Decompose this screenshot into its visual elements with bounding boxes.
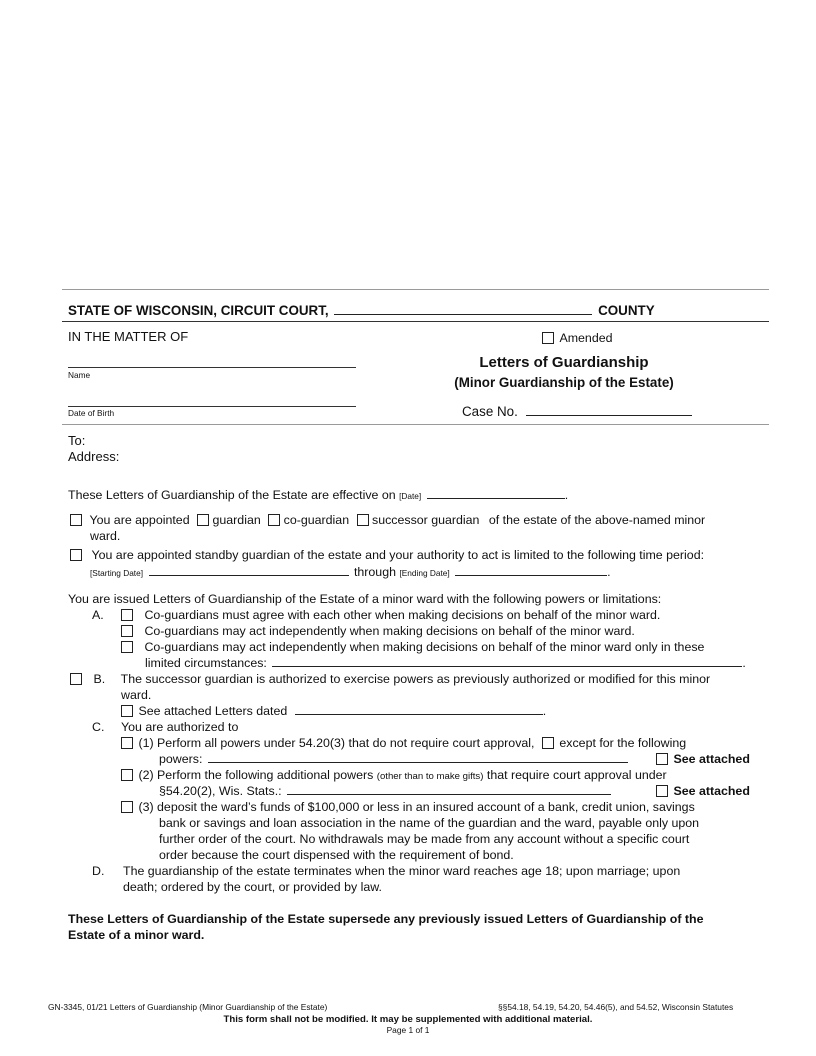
start-date-field[interactable] — [149, 565, 349, 576]
powers-intro: You are issued Letters of Guardianship of the Estate of a minor ward with the following powers or limitations: — [68, 592, 662, 606]
a3-text: Co-guardians may act independently when making decisions on behalf of the minor ward only in these — [144, 640, 705, 654]
court-suffix: COUNTY — [598, 303, 655, 318]
footer-right: §§54.18, 54.19, 54.20, 54.46(5), and 54.52, Wisconsin Statutes — [498, 1002, 734, 1012]
standby-row — [70, 548, 704, 562]
footer-notice: This form shall not be modified. It may be supplemented with additional material. — [223, 1014, 593, 1025]
through-label: through — [353, 565, 396, 579]
form-title: Letters of Guardianship — [479, 354, 649, 371]
a1-row — [121, 608, 660, 622]
a2-checkbox[interactable] — [121, 625, 133, 637]
name-label: Name — [68, 370, 91, 380]
court-prefix: STATE OF WISCONSIN, CIRCUIT COURT, — [68, 303, 329, 318]
b-wrap: ward. — [121, 688, 152, 702]
standby-end: . — [607, 565, 611, 579]
dob-label: Date of Birth — [68, 408, 115, 418]
effective-end: . — [564, 488, 569, 502]
county-field[interactable] — [334, 304, 592, 315]
case-no-field[interactable] — [526, 405, 692, 416]
b-row — [70, 672, 710, 686]
b-attached-row: See attached Letters dated . — [121, 704, 546, 718]
c2-powers-field[interactable] — [287, 784, 611, 795]
successor-guardian-checkbox[interactable] — [357, 514, 369, 526]
to-label: To: — [68, 433, 86, 448]
c2-statute-row — [159, 784, 611, 798]
header-bottom-rule — [62, 424, 769, 425]
co-guardian-checkbox[interactable] — [268, 514, 280, 526]
c1-text: (1) Perform all powers under 54.20(3) that do not require court approval, — [138, 736, 535, 750]
a3-wrap-row: limited circumstances: . — [145, 656, 746, 670]
effective-text: These Letters of Guardianship of the Estate are effective on — [68, 488, 396, 502]
c1-powers-field[interactable] — [208, 752, 628, 763]
footer-page: Page 1 of 1 — [386, 1025, 430, 1035]
appointed-checkbox[interactable] — [70, 514, 82, 526]
c3-line-4: order because the court dispensed with the requirement of bond. — [159, 848, 514, 862]
header-rule — [62, 321, 769, 322]
guardian-label: guardian — [212, 513, 261, 527]
c3-line-3: further order of the court. No withdrawals may be made from any account without a specific court — [159, 832, 690, 846]
top-rule — [62, 289, 769, 290]
a2-text: Co-guardians may act independently when making decisions on behalf of the minor ward. — [144, 624, 635, 638]
c2-wrap: §54.20(2), Wis. Stats.: — [159, 784, 282, 798]
c1-powers-row — [159, 752, 628, 766]
c1-see-attached: See attached — [673, 752, 750, 766]
court-line — [68, 303, 655, 318]
case-no-row — [462, 404, 692, 419]
start-date-hint: [Starting Date] — [90, 568, 144, 578]
successor-guardian-label: successor guardian — [372, 513, 480, 527]
name-field[interactable] — [68, 367, 356, 368]
c-text: You are authorized to — [121, 720, 239, 734]
amended-checkbox[interactable] — [542, 332, 554, 344]
c3-checkbox[interactable] — [121, 801, 133, 813]
c2-checkbox[interactable] — [121, 769, 133, 781]
co-guardian-label: co-guardian — [283, 513, 350, 527]
c2-small: (other than to make gifts) — [376, 771, 484, 782]
c3-row — [121, 800, 695, 814]
b-attached-text: See attached Letters dated — [138, 704, 288, 718]
amended-row — [542, 331, 613, 345]
standby-period-row — [90, 565, 611, 579]
c2-text-b: that require court approval under — [486, 768, 667, 782]
c1-see-attached-checkbox[interactable] — [656, 753, 668, 765]
a3-checkbox[interactable] — [121, 641, 133, 653]
appointed-text: You are appointed — [89, 513, 190, 527]
a3-row — [121, 640, 704, 654]
address-label: Address: — [68, 449, 120, 464]
section-a-label: A. — [92, 608, 104, 622]
effective-date-field[interactable] — [427, 488, 565, 499]
c2-text: (2) Perform the following additional powers — [138, 768, 374, 782]
c2-row — [121, 768, 667, 782]
c2-see-attached-checkbox[interactable] — [656, 785, 668, 797]
section-c-label: C. — [92, 720, 105, 734]
appointed-tail: of the estate of the above-named minor — [488, 513, 706, 527]
c1-wrap: powers: — [159, 752, 203, 766]
supersede-line-1: These Letters of Guardianship of the Estate supersede any previously issued Letters of Guardianship of the — [68, 912, 704, 926]
standby-text: You are appointed standby guardian of the estate and your authority to act is limited to the following time period: — [91, 548, 705, 562]
b-attached-checkbox[interactable] — [121, 705, 133, 717]
dob-field[interactable] — [68, 406, 356, 407]
form-subtitle: (Minor Guardianship of the Estate) — [454, 375, 674, 390]
standby-checkbox[interactable] — [70, 549, 82, 561]
d-line-1: The guardianship of the estate terminates when the minor ward reaches age 18; upon marriage; upon — [123, 864, 681, 878]
supersede-line-2: Estate of a minor ward. — [68, 928, 205, 942]
a1-checkbox[interactable] — [121, 609, 133, 621]
end-date-field[interactable] — [455, 565, 607, 576]
a2-row — [121, 624, 635, 638]
limited-circumstances-field[interactable] — [272, 656, 742, 667]
appointed-wrap: ward. — [90, 529, 121, 543]
c1-row — [121, 736, 686, 750]
effective-date-hint: [Date] — [399, 491, 422, 501]
section-b-label: B. — [93, 672, 106, 686]
c2-see-attached: See attached — [673, 784, 750, 798]
a1-text: Co-guardians must agree with each other when making decisions on behalf of the minor ward. — [144, 608, 661, 622]
c1-see-attached-row — [656, 752, 750, 766]
d-line-2: death; ordered by the court, or provided by law. — [123, 880, 382, 894]
c1-checkbox[interactable] — [121, 737, 133, 749]
appointed-row — [70, 513, 705, 527]
c3-line-1: (3) deposit the ward’s funds of $100,000 or less in an insured account of a bank, credit union, savings — [138, 800, 695, 814]
guardian-checkbox[interactable] — [197, 514, 209, 526]
b-text: The successor guardian is authorized to exercise powers as previously authorized or modified for this minor — [120, 672, 711, 686]
end-date-hint: [Ending Date] — [399, 568, 450, 578]
c2-see-attached-row — [656, 784, 750, 798]
c1-except-text: except for the following — [559, 736, 687, 750]
c3-line-2: bank or savings and loan association in the name of the guardian and the ward, payable only upon — [159, 816, 700, 830]
letters-dated-field[interactable] — [295, 704, 543, 715]
amended-label: Amended — [559, 331, 613, 345]
a3-wrap: limited circumstances: — [145, 656, 267, 670]
c1-except-checkbox[interactable] — [542, 737, 554, 749]
matter-label: IN THE MATTER OF — [68, 329, 189, 344]
effective-row — [68, 488, 568, 502]
case-no-label: Case No. — [462, 404, 518, 419]
b-checkbox[interactable] — [70, 673, 82, 685]
section-d-label: D. — [92, 864, 105, 878]
footer-left: GN-3345, 01/21 Letters of Guardianship (Minor Guardianship of the Estate) — [48, 1002, 328, 1012]
